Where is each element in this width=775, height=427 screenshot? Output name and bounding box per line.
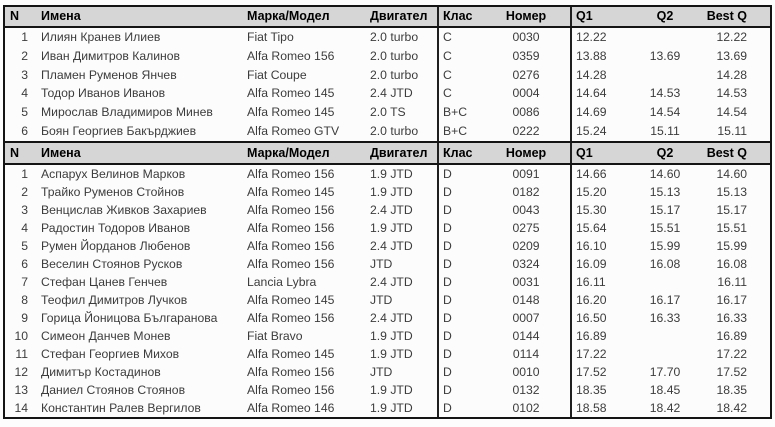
- column-header-number: Номер: [505, 9, 547, 23]
- cell-name: Константин Ралев Вергилов: [41, 400, 201, 415]
- cell-q1: 17.22: [570, 345, 632, 363]
- cell-q2: 18.42: [649, 400, 681, 415]
- cell-n: 5: [21, 238, 28, 253]
- cell-n: 5: [21, 105, 28, 120]
- cell-engine: JTD: [370, 364, 393, 379]
- cell-bestq: 17.22: [716, 346, 747, 361]
- cell-q1: 16.50: [570, 309, 632, 327]
- cell-car: Alfa Romeo 156: [247, 220, 335, 235]
- column-header-number: Номер: [505, 145, 547, 160]
- cell-bestq: 14.60: [716, 166, 747, 181]
- cell-car: Alfa Romeo 145: [247, 184, 335, 199]
- cell-class: D: [437, 165, 482, 183]
- cell-engine: 2.0 turbo: [370, 124, 419, 139]
- cell-class: C: [437, 84, 482, 103]
- cell-q2: 16.33: [649, 310, 681, 325]
- cell-name: Аспарух Велинов Марков: [41, 166, 186, 181]
- column-header-car: Марка/Модел: [247, 9, 330, 23]
- table-row: [5, 84, 770, 103]
- cell-car: Alfa Romeo 156: [247, 238, 335, 253]
- cell-class: C: [437, 47, 482, 66]
- cell-n: 6: [21, 256, 28, 271]
- cell-n: 6: [21, 124, 28, 139]
- cell-name: Горица Йоницова Българанова: [41, 310, 218, 325]
- cell-class: D: [437, 291, 482, 309]
- cell-number: 0102: [512, 400, 540, 415]
- cell-number: 0275: [512, 220, 540, 235]
- cell-n: 1: [21, 166, 28, 181]
- cell-class: D: [437, 219, 482, 237]
- cell-bestq: 14.53: [716, 86, 747, 101]
- column-header-engine: Двигател: [370, 145, 428, 160]
- cell-number: 0324: [512, 256, 540, 271]
- cell-car: Alfa Romeo 145: [247, 292, 335, 307]
- column-header-engine: Двигател: [370, 9, 428, 23]
- cell-q1: 14.64: [570, 84, 632, 103]
- column-header-row: [5, 7, 770, 28]
- cell-number: 0086: [512, 105, 540, 120]
- cell-class: D: [437, 399, 482, 417]
- table-row: [5, 327, 770, 345]
- cell-bestq: 14.28: [716, 67, 747, 82]
- cell-name: Стефан Георгиев Михов: [41, 346, 180, 361]
- cell-n: 3: [21, 202, 28, 217]
- cell-q1: 15.24: [570, 122, 632, 141]
- cell-number: 0030: [512, 30, 540, 44]
- cell-q2: [632, 28, 698, 47]
- cell-n: 2: [21, 184, 28, 199]
- cell-q2: 17.70: [649, 364, 681, 379]
- cell-car: Alfa Romeo 145: [247, 346, 335, 361]
- cell-number: 0007: [512, 310, 540, 325]
- table-row: [5, 273, 770, 291]
- table-row: [5, 165, 770, 183]
- cell-q2: 16.17: [649, 292, 681, 307]
- table-row: [5, 122, 770, 141]
- table-section-2: [5, 165, 770, 417]
- qualifying-results-table: [3, 5, 772, 419]
- cell-car: Alfa Romeo GTV: [247, 124, 340, 139]
- table-row: [5, 381, 770, 399]
- cell-engine: 1.9 JTD: [370, 346, 413, 361]
- cell-q2: [632, 327, 698, 345]
- cell-bestq: 18.35: [716, 382, 747, 397]
- cell-name: Радостин Тодоров Иванов: [41, 220, 191, 235]
- cell-name: Теофил Димитров Лучков: [41, 292, 188, 307]
- cell-bestq: 14.54: [716, 105, 747, 120]
- cell-engine: 1.9 JTD: [370, 166, 413, 181]
- cell-number: 0004: [512, 86, 540, 101]
- cell-car: Alfa Romeo 156: [247, 310, 335, 325]
- cell-number: 0182: [512, 184, 540, 199]
- cell-bestq: 15.11: [717, 124, 747, 139]
- cell-q1: 18.35: [570, 381, 632, 399]
- cell-class: D: [437, 363, 482, 381]
- cell-class: D: [437, 381, 482, 399]
- cell-q1: 18.58: [570, 399, 632, 417]
- cell-q2: 15.11: [650, 124, 680, 139]
- cell-class: C: [437, 28, 482, 47]
- cell-class: D: [437, 183, 482, 201]
- cell-n: 3: [21, 67, 28, 82]
- cell-bestq: 15.99: [716, 238, 747, 253]
- cell-bestq: 16.89: [716, 328, 747, 343]
- cell-bestq: 16.11: [717, 274, 747, 289]
- column-header-class: Клас: [437, 7, 482, 26]
- cell-number: 0043: [512, 202, 540, 217]
- cell-q2: 15.99: [649, 238, 681, 253]
- table-row: [5, 28, 770, 47]
- column-header-name: Имена: [41, 9, 81, 23]
- column-header-bestq: Best Q: [706, 145, 747, 160]
- column-header-n: N: [10, 145, 20, 160]
- cell-number: 0091: [512, 166, 540, 181]
- cell-n: 13: [14, 382, 28, 397]
- cell-engine: 2.0 TS: [370, 105, 406, 120]
- cell-n: 8: [21, 292, 28, 307]
- cell-q1: 14.66: [570, 165, 632, 183]
- cell-q2: [632, 345, 698, 363]
- cell-q1: 13.88: [570, 47, 632, 66]
- cell-q1: 16.10: [570, 237, 632, 255]
- cell-q1: 16.89: [570, 327, 632, 345]
- cell-name: Стефан Цанев Генчев: [41, 274, 168, 289]
- cell-q2: 15.17: [649, 202, 681, 217]
- table-row: [5, 291, 770, 309]
- cell-engine: 1.9 JTD: [370, 184, 413, 199]
- cell-number: 0209: [512, 238, 540, 253]
- cell-q1: 12.22: [570, 28, 632, 47]
- cell-q1: 14.69: [570, 103, 632, 122]
- cell-class: D: [437, 255, 482, 273]
- cell-q2: 18.45: [649, 382, 681, 397]
- cell-number: 0010: [512, 364, 540, 379]
- cell-number: 0148: [512, 292, 540, 307]
- cell-name: Пламен Руменов Янчев: [41, 67, 177, 82]
- cell-engine: 2.4 JTD: [370, 202, 413, 217]
- cell-q2: 14.53: [649, 86, 681, 101]
- cell-car: Alfa Romeo 156: [247, 364, 335, 379]
- cell-n: 4: [21, 220, 28, 235]
- cell-engine: 2.4 JTD: [370, 310, 413, 325]
- column-header-row: [5, 141, 770, 165]
- cell-class: B+C: [437, 122, 482, 141]
- cell-bestq: 16.08: [716, 256, 747, 271]
- cell-q2: 16.08: [649, 256, 681, 271]
- cell-q2: 15.51: [649, 220, 681, 235]
- cell-class: C: [437, 66, 482, 85]
- cell-q2: 14.60: [649, 166, 681, 181]
- table-row: [5, 66, 770, 85]
- cell-engine: 1.9 JTD: [370, 400, 413, 415]
- column-header-car: Марка/Модел: [247, 145, 330, 160]
- table-row: [5, 103, 770, 122]
- cell-class: D: [437, 273, 482, 291]
- cell-q2: 13.69: [649, 48, 681, 63]
- cell-class: D: [437, 309, 482, 327]
- cell-n: 2: [21, 48, 28, 63]
- cell-class: D: [437, 237, 482, 255]
- cell-class: D: [437, 201, 482, 219]
- cell-car: Alfa Romeo 156: [247, 166, 335, 181]
- column-header-name: Имена: [41, 145, 81, 160]
- cell-car: Alfa Romeo 145: [247, 86, 335, 101]
- cell-bestq: 16.33: [716, 310, 747, 325]
- cell-name: Даниел Стоянов Стоянов: [41, 382, 186, 397]
- cell-engine: 1.9 JTD: [370, 382, 413, 397]
- cell-bestq: 12.22: [716, 30, 747, 44]
- column-header-q2: Q2: [656, 9, 674, 23]
- cell-bestq: 15.13: [716, 184, 747, 199]
- cell-engine: JTD: [370, 292, 393, 307]
- column-header-n: N: [10, 9, 20, 23]
- table-row: [5, 399, 770, 417]
- cell-engine: 2.4 JTD: [370, 86, 413, 101]
- cell-engine: 2.4 JTD: [370, 238, 413, 253]
- cell-number: 0114: [512, 346, 540, 361]
- cell-q1: 15.64: [570, 219, 632, 237]
- cell-name: Боян Георгиев Бакърджиев: [41, 124, 197, 139]
- cell-car: Lancia Lybra: [247, 274, 317, 289]
- cell-name: Иван Димитров Калинов: [41, 48, 181, 63]
- cell-n: 9: [21, 310, 28, 325]
- cell-bestq: 15.17: [716, 202, 747, 217]
- column-header-q1: Q1: [570, 7, 632, 26]
- cell-number: 0144: [512, 328, 540, 343]
- cell-bestq: 13.69: [716, 48, 747, 63]
- cell-name: Мирослав Владимиров Минев: [41, 105, 213, 120]
- cell-number: 0031: [512, 274, 540, 289]
- cell-bestq: 16.17: [716, 292, 747, 307]
- table-row: [5, 219, 770, 237]
- cell-bestq: 15.51: [716, 220, 747, 235]
- cell-q1: 15.30: [570, 201, 632, 219]
- cell-engine: JTD: [370, 256, 393, 271]
- cell-car: Fiat Tipo: [247, 30, 294, 44]
- cell-car: Alfa Romeo 156: [247, 202, 335, 217]
- column-header-bestq: Best Q: [706, 9, 747, 23]
- table-row: [5, 309, 770, 327]
- table-row: [5, 47, 770, 66]
- cell-car: Fiat Bravo: [247, 328, 303, 343]
- cell-engine: 2.0 turbo: [370, 48, 419, 63]
- cell-name: Симеон Данчев Монев: [41, 328, 171, 343]
- cell-q1: 16.20: [570, 291, 632, 309]
- cell-name: Тодор Иванов Иванов: [41, 86, 166, 101]
- table-section-1: [5, 28, 770, 141]
- cell-q1: 14.28: [570, 66, 632, 85]
- table-row: [5, 201, 770, 219]
- cell-q2: 15.13: [649, 184, 681, 199]
- cell-number: 0222: [512, 124, 540, 139]
- cell-name: Трайко Руменов Стойнов: [41, 184, 185, 199]
- table-row: [5, 345, 770, 363]
- cell-engine: 1.9 JTD: [370, 220, 413, 235]
- table-row: [5, 255, 770, 273]
- cell-car: Alfa Romeo 156: [247, 256, 335, 271]
- cell-name: Илиян Кранев Илиев: [41, 30, 161, 44]
- cell-bestq: 18.42: [716, 400, 747, 415]
- cell-class: D: [437, 345, 482, 363]
- cell-name: Румен Йорданов Любенов: [41, 238, 191, 253]
- table-row: [5, 183, 770, 201]
- cell-car: Fiat Coupe: [247, 67, 307, 82]
- cell-car: Alfa Romeo 156: [247, 382, 335, 397]
- cell-car: Alfa Romeo 145: [247, 105, 335, 120]
- cell-number: 0132: [512, 382, 540, 397]
- cell-engine: 2.0 turbo: [370, 67, 419, 82]
- cell-class: B+C: [437, 103, 482, 122]
- cell-number: 0276: [512, 67, 540, 82]
- cell-q2: [632, 273, 698, 291]
- cell-q1: 16.11: [570, 273, 632, 291]
- cell-car: Alfa Romeo 146: [247, 400, 335, 415]
- table-row: [5, 237, 770, 255]
- cell-engine: 2.0 turbo: [370, 30, 419, 44]
- table-row: [5, 363, 770, 381]
- column-header-q2: Q2: [656, 145, 674, 160]
- cell-n: 14: [14, 400, 28, 415]
- cell-engine: 1.9 JTD: [370, 328, 413, 343]
- column-header-q1: Q1: [570, 143, 632, 163]
- cell-name: Венцислав Живков Захариев: [41, 202, 207, 217]
- cell-number: 0359: [512, 48, 540, 63]
- cell-name: Димитър Костадинов: [41, 364, 161, 379]
- cell-q2: 14.54: [649, 105, 681, 120]
- cell-q1: 15.20: [570, 183, 632, 201]
- cell-class: D: [437, 327, 482, 345]
- cell-n: 10: [14, 328, 28, 343]
- cell-n: 1: [21, 30, 28, 44]
- column-header-class: Клас: [437, 143, 482, 163]
- cell-engine: 2.4 JTD: [370, 274, 413, 289]
- cell-n: 12: [14, 364, 28, 379]
- cell-n: 11: [15, 346, 28, 361]
- cell-q2: [632, 66, 698, 85]
- cell-name: Веселин Стоянов Русков: [41, 256, 183, 271]
- cell-q1: 16.09: [570, 255, 632, 273]
- cell-n: 4: [21, 86, 28, 101]
- cell-q1: 17.52: [570, 363, 632, 381]
- cell-n: 7: [21, 274, 28, 289]
- cell-car: Alfa Romeo 156: [247, 48, 335, 63]
- cell-bestq: 17.52: [716, 364, 747, 379]
